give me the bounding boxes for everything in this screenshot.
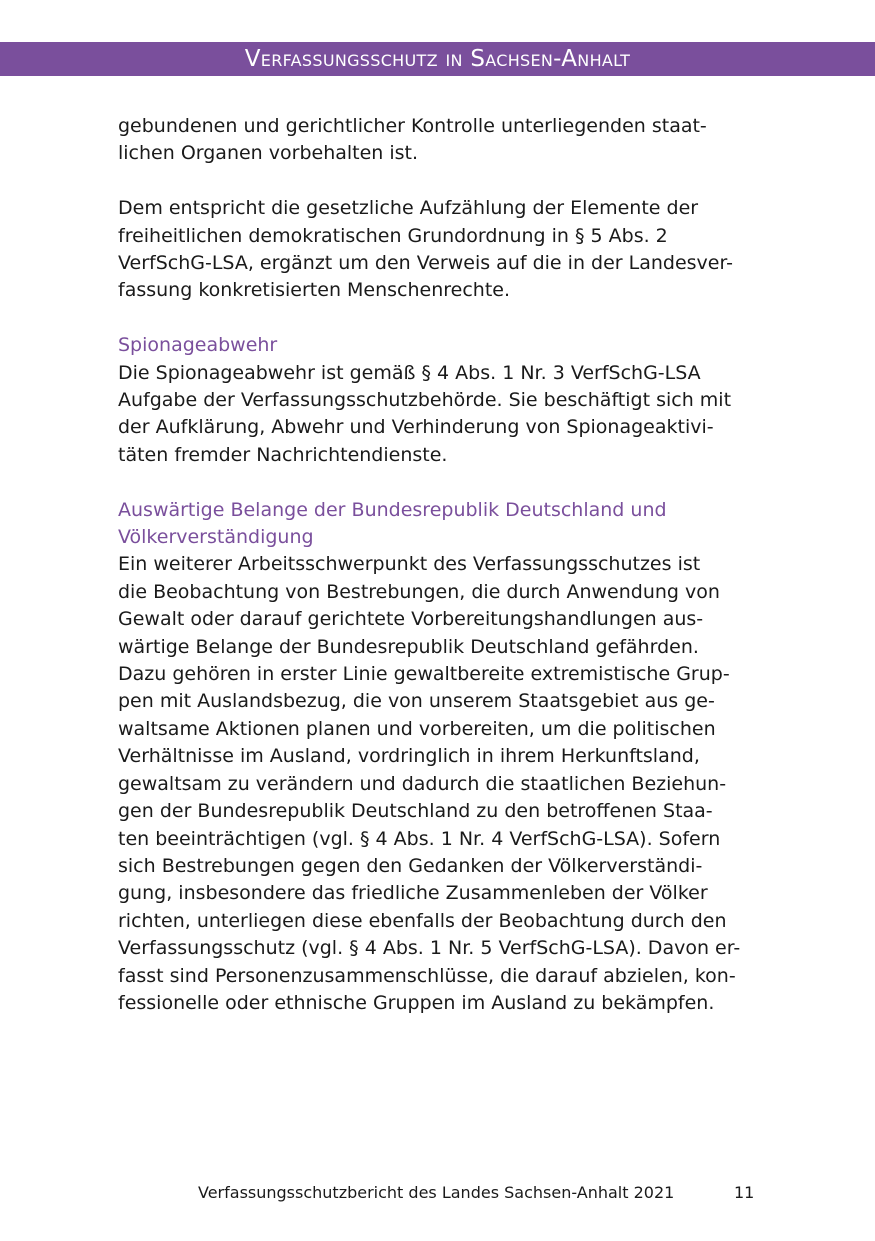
paragraph-gap: [118, 469, 768, 496]
paragraph-fdgo-elements: Dem entspricht die gesetzliche Aufzählung der Elemente der freiheitlichen demokratischen Grundordnung in § 5 Abs. 2 VerfSchG-LSA, ergänzt um den Verweis auf die in der Landesver- fassung konkretisierten Menschenrechte.: [118, 197, 733, 302]
footer-text: Verfassungsschutzbericht des Landes Sachsen-Anhalt 2021: [198, 1183, 675, 1202]
page-body: [118, 113, 768, 1017]
page-header-title: Verfassungsschutz in Sachsen-Anhalt: [244, 46, 631, 72]
page-footer: [0, 1180, 875, 1206]
section-heading-spionageabwehr: Spionageabwehr: [118, 334, 278, 357]
header-bar: [0, 42, 875, 76]
paragraph-gap: [118, 305, 768, 332]
page-number: 11: [734, 1183, 755, 1202]
section-text-spionageabwehr: Die Spionageabwehr ist gemäß § 4 Abs. 1 Nr. 3 VerfSchG-LSA Aufgabe der Verfassungsschutzbehörde. Sie beschäftigt sich mit der Aufklärung, Abwehr und Verhinderung von Spionageaktivi- täten fremder Nachrichtendienste.: [118, 361, 732, 466]
paragraph-gap: [118, 168, 768, 195]
paragraph-continued: gebundenen und gerichtlicher Kontrolle unterliegenden staat- lichen Organen vorbehalten ist.: [118, 115, 707, 165]
section-text-auswaertige-belange: Ein weiterer Arbeitsschwerpunkt des Verfassungsschutzes ist die Beobachtung von Bestrebungen, die durch Anwendung von Gewalt oder darauf gerichtete Vorbereitungshandlungen aus- wärtige Belange der Bundesrepublik Deutschland gefährden. Dazu gehören in erster Linie gewaltbereite extremistische Grup- pen mit Auslandsbezug, die von unserem Staatsgebiet aus ge- waltsame Aktionen planen und vorbereiten, um die politischen Verhältnisse im Ausland, vordringlich in ihrem Herkunftsland, gewaltsam zu verändern und dadurch die staatlichen Beziehun- gen der Bundesrepublik Deutschland zu den betroffenen Staa- ten beeinträchtigen (vgl. § 4 Abs. 1 Nr. 4 VerfSchG-LSA). Sofern sich Bestrebungen gegen den Gedanken der Völkerverständi- gung, insbesondere das friedliche Zusammenleben der Völker richten, unterliegen diese ebenfalls der Beobachtung durch den Verfassungsschutz (vgl. § 4 Abs. 1 Nr. 5 VerfSchG-LSA). Davon er- fasst sind Personenzusammenschlüsse, die darauf abzielen, kon- fessionelle oder ethnische Gruppen im Ausland zu bekämpfen.: [118, 553, 741, 1014]
section-heading-auswaertige-belange: Auswärtige Belange der Bundesrepublik Deutschland und Völkerverständigung: [118, 498, 667, 549]
